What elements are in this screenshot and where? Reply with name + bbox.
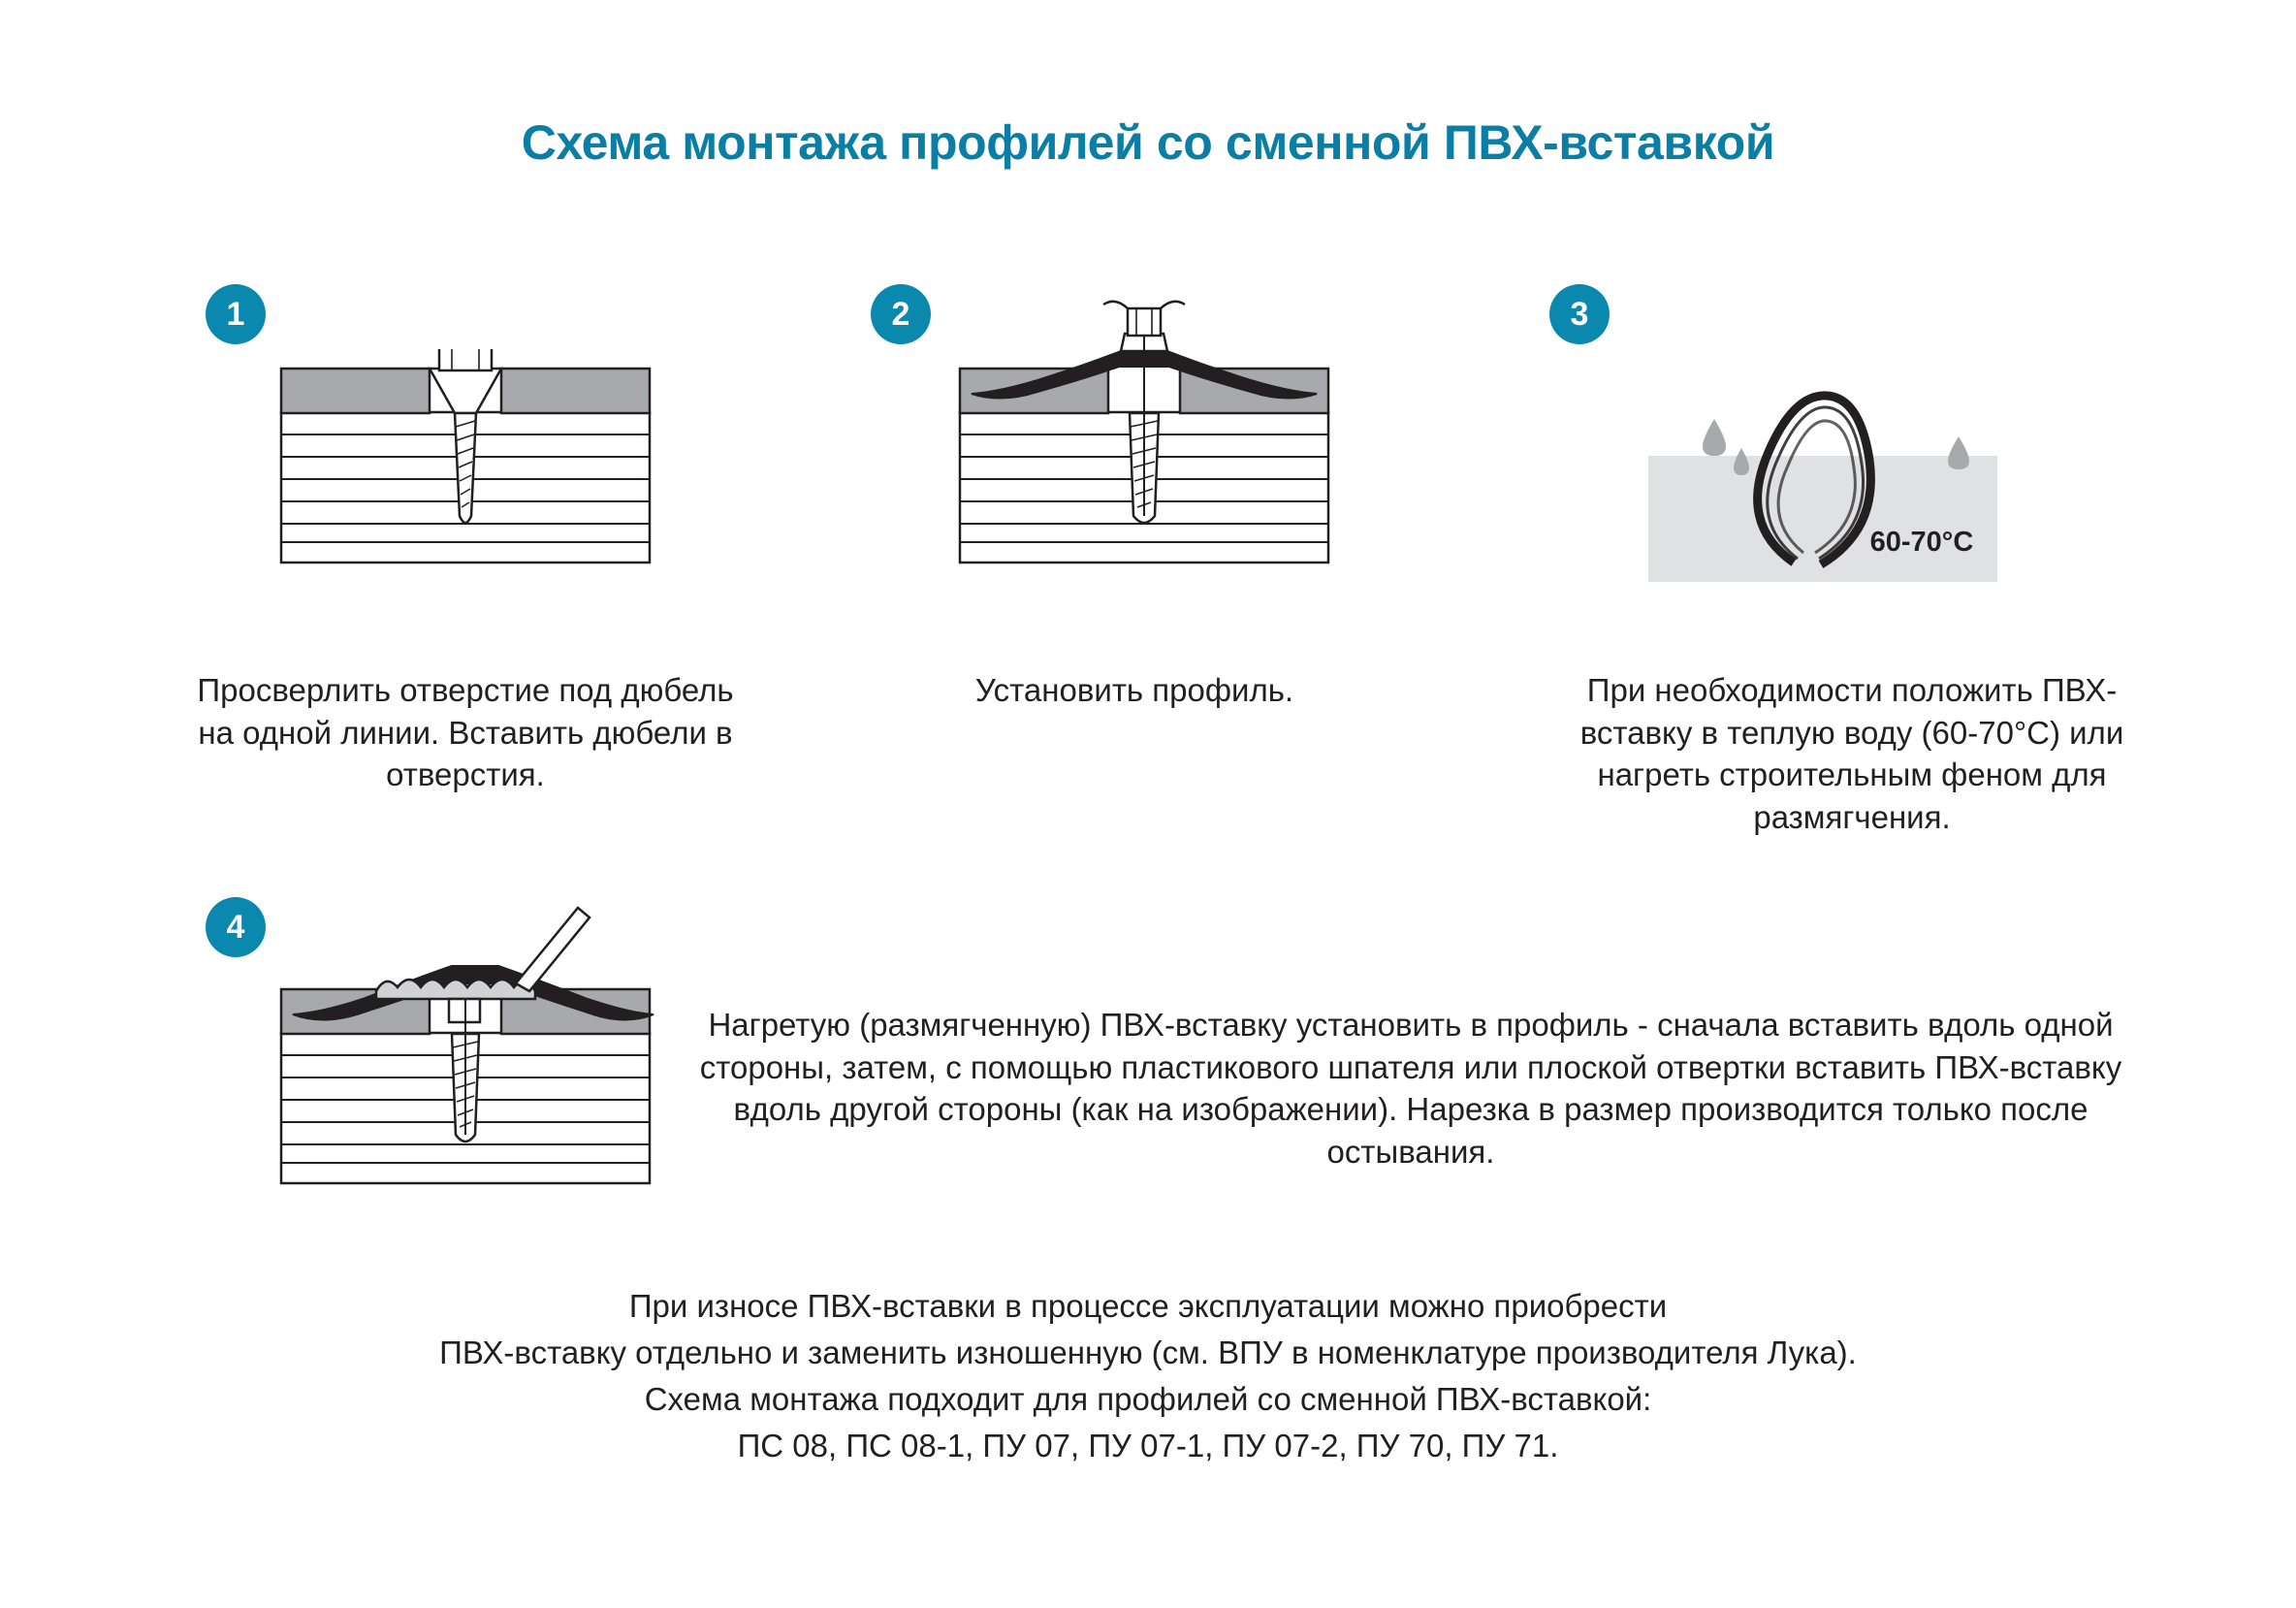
- footer-line-2: ПВХ-вставку отдельно и заменить изношенную (см. ВПУ в номенклатуре производителя Лука).: [439, 1335, 1857, 1370]
- footer-line-3: Схема монтажа подходит для профилей со сменной ПВХ-вставкой:: [644, 1381, 1652, 1417]
- step-badge-4: [206, 897, 266, 957]
- footer-line-4: ПС 08, ПС 08-1, ПУ 07, ПУ 07-1, ПУ 07-2, ПУ 70, ПУ 71.: [737, 1428, 1559, 1463]
- drill-hole-illustration: [271, 349, 659, 606]
- step-badge-2: [871, 284, 931, 344]
- page-title: Схема монтажа профилей со сменной ПВХ-вставкой: [521, 115, 1775, 170]
- step-caption-1: Просверлить отверстие под дюбель на одной линии. Вставить дюбели в отверстия.: [197, 672, 734, 793]
- install-profile-illustration: [931, 291, 1357, 606]
- step-number-3: 3: [1570, 296, 1589, 333]
- step-badge-1: [206, 284, 266, 344]
- step-number-1: 1: [226, 296, 245, 333]
- step-caption-4: Нагретую (размягченную) ПВХ-вставку установить в профиль - сначала вставить вдоль одной стороны, затем, с помощью пластикового шпателя или плоской отвертки вставить ПВХ-вставку вдоль другой стороны (как на изображении). Нарезка в размер производится только после остывания.: [699, 1007, 2122, 1170]
- step-caption-2: Установить профиль.: [974, 672, 1294, 708]
- insert-pvc-illustration: [262, 902, 669, 1227]
- warm-water-illustration: [1648, 359, 2036, 606]
- step-badge-3: [1549, 284, 1610, 344]
- footer-line-1: При износе ПВХ-вставки в процессе эксплуатации можно приобрести: [628, 1288, 1668, 1324]
- temperature-label: 60-70°C: [1869, 527, 1974, 558]
- step-caption-3: При необходимости положить ПВХ-вставку в теплую воду (60-70°C) или нагреть строительным феном для размягчения.: [1579, 672, 2124, 835]
- step-number-4: 4: [226, 909, 245, 946]
- step-number-2: 2: [891, 296, 910, 333]
